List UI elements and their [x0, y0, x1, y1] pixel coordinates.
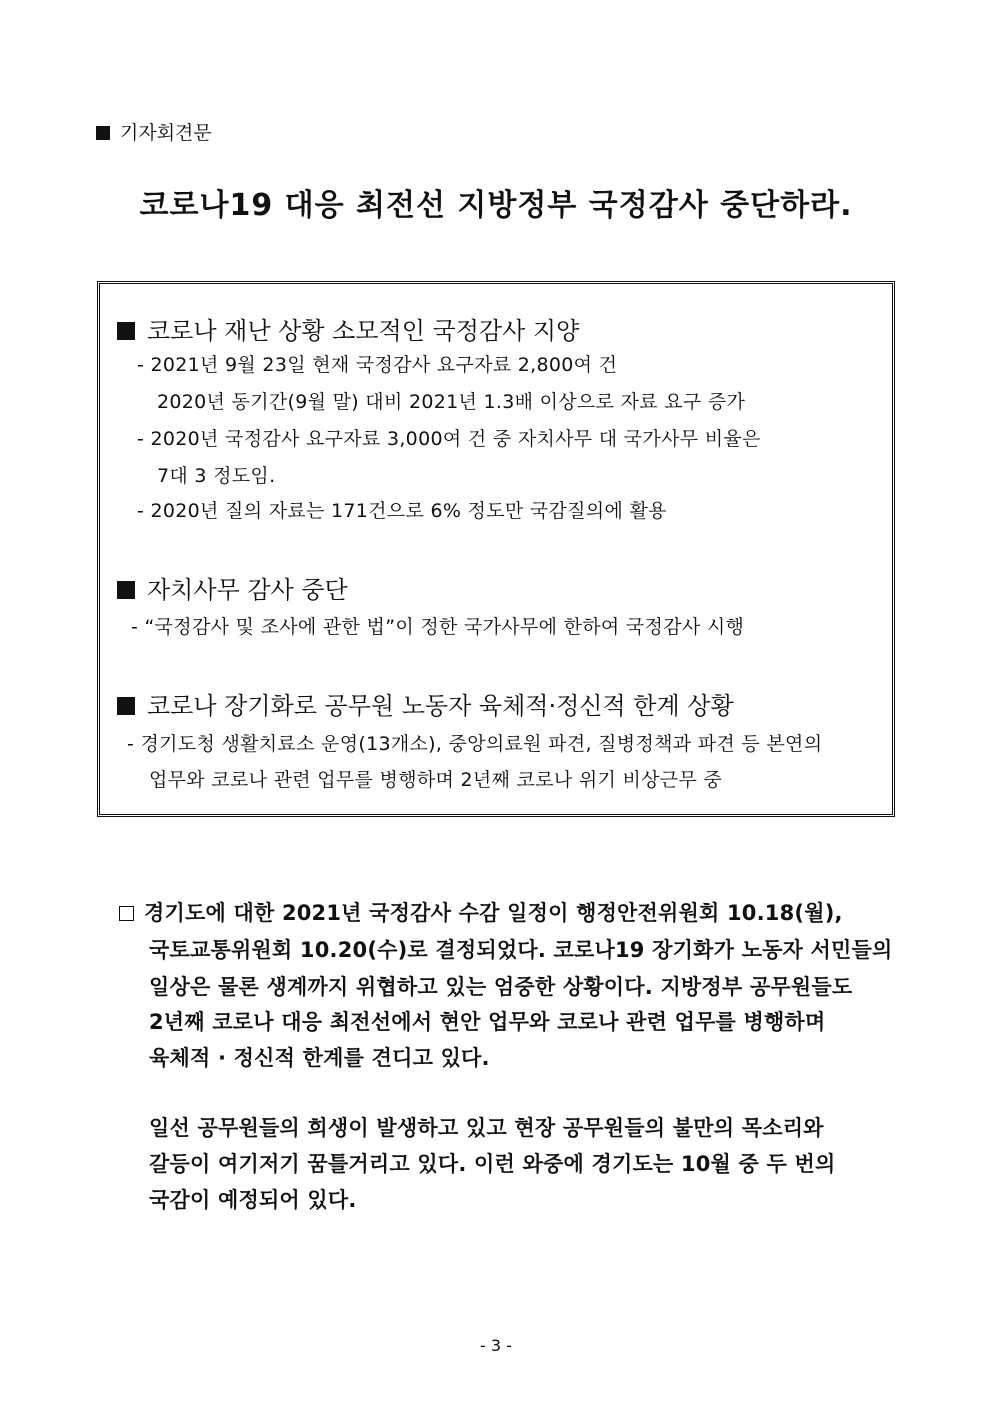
section-1-line-4: 7대 3 정도임.: [157, 465, 276, 487]
doc-type-text: 기자회견문: [120, 122, 212, 144]
section-3-line-1: - 경기도청 생활치료소 운영(13개소), 중앙의료원 파견, 질병정책과 파견 등 본연의: [127, 733, 823, 755]
section-3-line-2: 업무와 코로나 관련 업무를 병행하며 2년째 코로나 위기 비상근무 중: [149, 769, 723, 791]
square-bullet-icon: [117, 697, 135, 715]
section-2-line-1: - “국정감사 및 조사에 관한 법”이 정한 국가사무에 한하여 국정감사 시행: [131, 616, 745, 638]
doc-type-label: [96, 118, 212, 145]
paragraph-2-line-3: 국감이 예정되어 있다.: [149, 1188, 357, 1212]
page-title: 코로나19 대응 최전선 지방정부 국정감사 중단하라.: [139, 188, 853, 223]
paragraph-1-line-2: 국토교통위원회 10.20(수)로 결정되었다. 코로나19 장기화가 노동자 서민들의: [149, 938, 893, 962]
square-bullet-icon: [117, 322, 135, 340]
square-bullet-icon: [117, 581, 135, 599]
section-heading-text: 코로나 장기화로 공무원 노동자 육체적·정신적 한계 상황: [147, 692, 734, 720]
section-1-line-3: - 2020년 국정감사 요구자료 3,000여 건 중 자치사무 대 국가사무 비율은: [137, 428, 761, 450]
page-number: - 3 -: [480, 1336, 512, 1355]
section-1-line-5: - 2020년 질의 자료는 171건으로 6% 정도만 국감질의에 활용: [137, 500, 667, 522]
paragraph-1-line-1-text: 경기도에 대한 2021년 국정감사 수감 일정이 행정안전위원회 10.18(월),: [144, 901, 843, 925]
section-1-line-1: - 2021년 9월 23일 현재 국정감사 요구자료 2,800여 건: [137, 354, 618, 376]
paragraph-1-line-1: [119, 897, 843, 927]
section-heading-2: [117, 570, 348, 605]
paragraph-1-line-3: 일상은 물론 생계까지 위협하고 있는 엄중한 상황이다. 지방정부 공무원들도: [149, 975, 853, 999]
square-bullet-icon: [96, 126, 110, 140]
paragraph-2-line-2: 갈등이 여기저기 꿈틀거리고 있다. 이런 와중에 경기도는 10월 중 두 번의: [149, 1152, 836, 1176]
section-heading-text: 자치사무 감사 중단: [147, 576, 348, 604]
paragraph-1-line-4: 2년째 코로나 대응 최전선에서 현안 업무와 코로나 관련 업무를 병행하며: [149, 1010, 826, 1034]
section-heading-1: [117, 311, 579, 346]
paragraph-1-line-5: 육체적 · 정신적 한계를 견디고 있다.: [149, 1046, 490, 1070]
checkbox-bullet-icon: [119, 906, 134, 921]
paragraph-2-line-1: 일선 공무원들의 희생이 발생하고 있고 현장 공무원들의 불만의 목소리와: [149, 1116, 824, 1140]
section-1-line-2: 2020년 동기간(9월 말) 대비 2021년 1.3배 이상으로 자료 요구 증가: [157, 391, 746, 413]
section-heading-text: 코로나 재난 상황 소모적인 국정감사 지양: [147, 317, 580, 345]
section-heading-3: [117, 686, 734, 721]
